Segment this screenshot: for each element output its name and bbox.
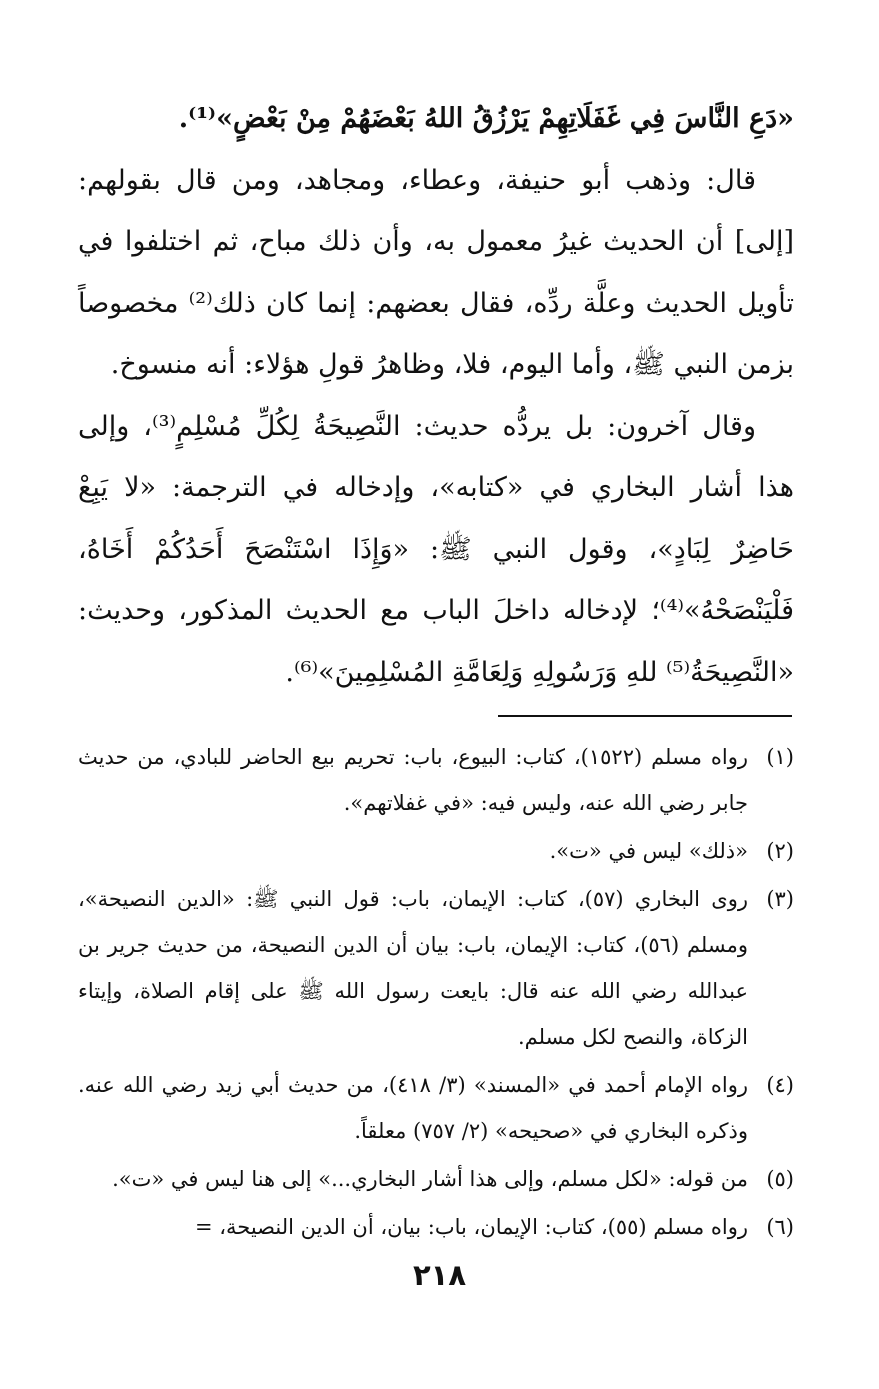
footnote-5 (78, 1156, 794, 1202)
footnote-text: من قوله: «لكل مسلم، وإلى هذا أشار البخاري...» إلى هنا ليس في «ت». (112, 1167, 748, 1191)
footnote-4 (78, 1062, 794, 1154)
page-number: ٢١٨ (412, 1258, 467, 1292)
footnote-text: رواه مسلم (٥٥)، كتاب: الإيمان، باب: بيان، أن الدين النصيحة، = (194, 1215, 748, 1239)
footnote-1 (78, 734, 794, 826)
paragraph-hadith-quote: «دَعِ النَّاسَ فِي غَفَلَاتِهِمْ يَرْزُقُ اللهُ بَعْضَهُمْ مِنْ بَعْضٍ»⁽¹⁾. (178, 103, 794, 134)
footnote-text: «ذلك» ليس في «ت». (549, 839, 748, 863)
footnotes-section (78, 734, 794, 1252)
footnote-number: (٤) (766, 1073, 794, 1097)
footnote-divider (498, 715, 792, 717)
footnote-number: (١) (766, 745, 794, 769)
footnote-number: (٢) (766, 839, 794, 863)
paragraph-other-view: وقال آخرون: بل يردُّه حديث: النَّصِيحَةُ لِكُلِّ مُسْلِمٍ⁽³⁾، وإلى هذا أشار البخاري في «كتابه»، وإدخاله في الترجمة: «لا يَبِعْ حَاضِرٌ لِبَادٍ»، وقول النبي ﷺ: «وَإِذَا اسْتَنْصَحَ أَحَدُكُمْ أَخَاهُ، فَلْيَنْصَحْهُ»⁽⁴⁾؛ لإدخاله داخلَ الباب مع الحديث المذكور، وحديث: «النَّصِيحَةُ⁽⁵⁾ للهِ وَرَسُولِهِ وَلِعَامَّةِ المُسْلِمِينَ»⁽⁶⁾. (78, 410, 794, 688)
footnote-6 (78, 1204, 794, 1250)
footnote-number: (٦) (766, 1215, 794, 1239)
footnote-text: روى البخاري (٥٧)، كتاب: الإيمان، باب: قول النبي ﷺ: «الدين النصيحة»، ومسلم (٥٦)، كتاب: الإيمان، باب: بيان أن الدين النصيحة، من حديث جرير بن عبدالله رضي الله عنه قال: بايعت رسول الله ﷺ على إقام الصلاة، وإيتاء الزكاة، والنصح لكل مسلم. (78, 887, 748, 1049)
footnote-number: (٥) (766, 1167, 794, 1191)
footnote-number: (٣) (766, 887, 794, 911)
footnote-text: رواه مسلم (١٥٢٢)، كتاب: البيوع، باب: تحريم بيع الحاضر للبادي، من حديث جابر رضي الله عنه، وليس فيه: «في غفلاتهم». (78, 745, 749, 815)
footnote-2 (78, 828, 794, 874)
footnote-3 (78, 876, 794, 1060)
footnote-text: رواه الإمام أحمد في «المسند» (٣/ ٤١٨)، من حديث أبي زيد رضي الله عنه. وذكره البخاري في «صحيحه» (٢/ ٧٥٧) معلقاً. (78, 1073, 748, 1143)
main-text (78, 88, 794, 703)
paragraph-scholars-opinion: قال: وذهب أبو حنيفة، وعطاء، ومجاهد، ومن قال بقولهم: [إلى] أن الحديث غيرُ معمول به، وأن ذلك مباح، ثم اختلفوا في تأويل الحديث وعلَّة ردِّه، فقال بعضهم: إنما كان ذلك⁽²⁾ مخصوصاً بزمن النبي ﷺ، وأما اليوم، فلا، وظاهرُ قولِ هؤلاء: أنه منسوخ. (78, 164, 795, 380)
